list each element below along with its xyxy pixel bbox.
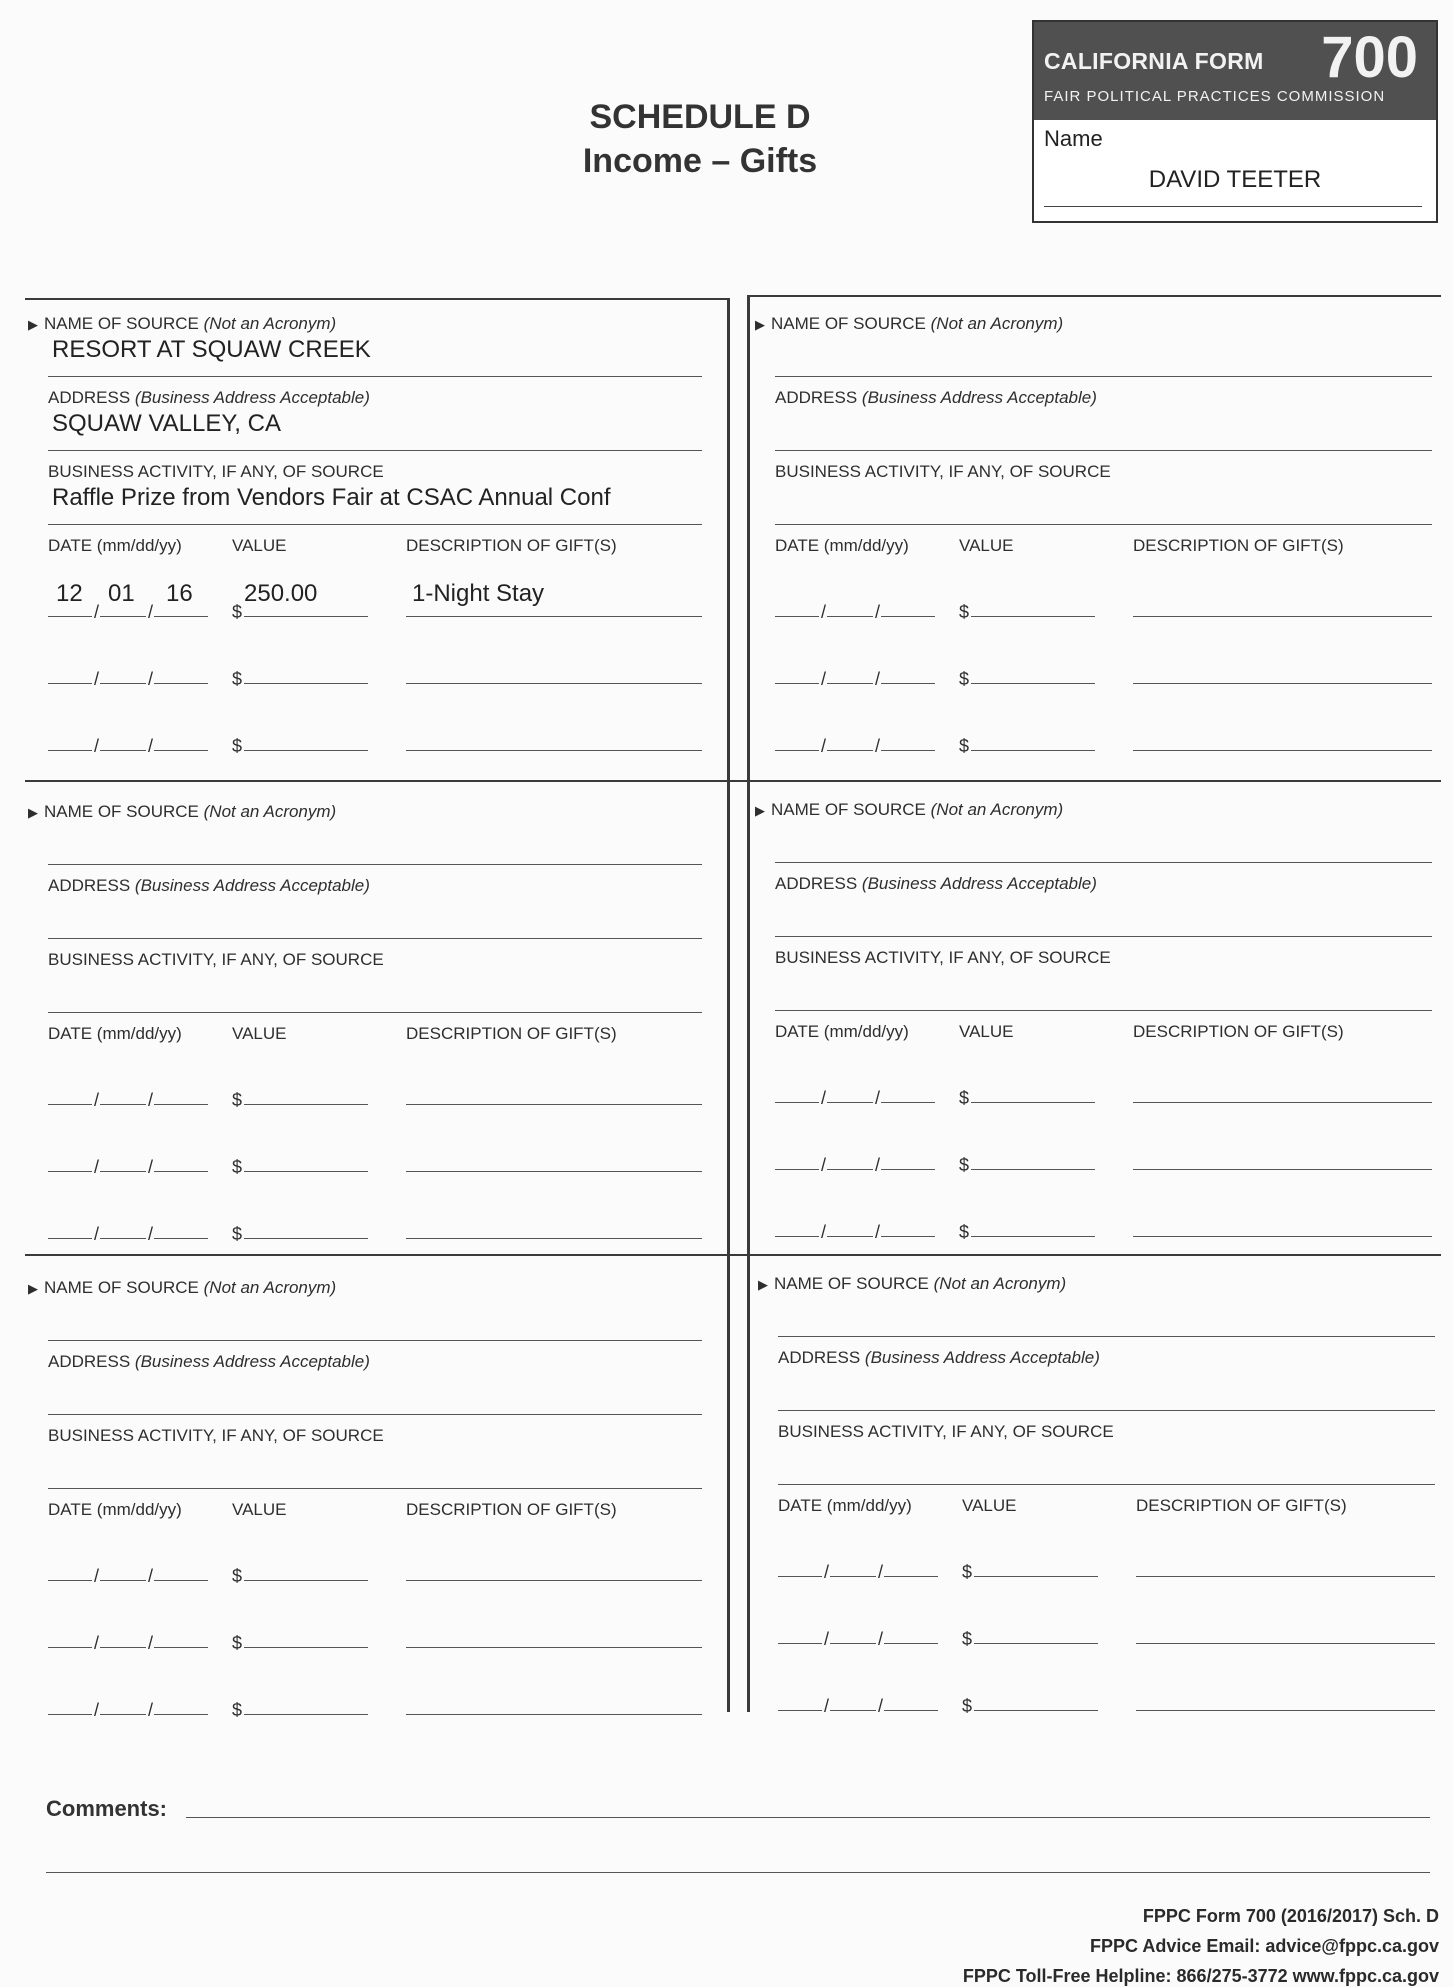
block3-source-line[interactable] bbox=[48, 864, 702, 865]
block2-gift-row-1-description-line[interactable] bbox=[1133, 616, 1432, 617]
block6-gift-row-3-day-line[interactable] bbox=[830, 1710, 876, 1711]
block2-gift-row-3-month-line[interactable] bbox=[775, 750, 819, 751]
block4-gift-row-2-slash-2: / bbox=[875, 1155, 881, 1175]
block1-activity-label bbox=[48, 462, 384, 482]
block2-source-label-text: NAME OF SOURCE bbox=[771, 314, 926, 333]
block6-gift-row-2-slash-2: / bbox=[878, 1629, 884, 1649]
block4-gift-row-3-year-line[interactable] bbox=[881, 1236, 935, 1237]
block4-gift-row-1-year-line[interactable] bbox=[881, 1102, 935, 1103]
block2-value-header: VALUE bbox=[959, 536, 1014, 555]
block6-source-line[interactable] bbox=[778, 1336, 1435, 1337]
form-header bbox=[1034, 22, 1436, 120]
grid-top-line-right bbox=[748, 295, 1441, 297]
block6-gift-row-3-year-line[interactable] bbox=[884, 1710, 938, 1711]
block4-gift-row-3-description-line[interactable] bbox=[1133, 1236, 1432, 1237]
block3-activity-label bbox=[48, 950, 384, 970]
block4-value-header: VALUE bbox=[959, 1022, 1014, 1041]
block3-source-label-text: NAME OF SOURCE bbox=[44, 802, 199, 821]
block4-gift-row-3-slash-1: / bbox=[821, 1222, 827, 1242]
block5-gift-row-2-year-line[interactable] bbox=[154, 1647, 208, 1648]
block3-gift-row-3-slash-2: / bbox=[148, 1224, 154, 1244]
entry-arrow-icon: ▶ bbox=[28, 1281, 38, 1296]
block2-gift-row-3-day-line[interactable] bbox=[827, 750, 873, 751]
block2-source-label bbox=[755, 314, 1063, 334]
block1-address-label-note: (Business Address Acceptable) bbox=[134, 388, 370, 407]
block2-gift-row-2-day-line[interactable] bbox=[827, 683, 873, 684]
block4-activity-label-text: BUSINESS ACTIVITY, IF ANY, OF SOURCE bbox=[775, 948, 1111, 967]
block4-gift-row-2-day-line[interactable] bbox=[827, 1169, 873, 1170]
grid-top-line-left bbox=[25, 298, 730, 300]
block3-gift-row-2-dollar-sign: $ bbox=[232, 1157, 243, 1177]
block5-gift-row-3-year-line[interactable] bbox=[154, 1714, 208, 1715]
block4-source-line[interactable] bbox=[775, 862, 1432, 863]
block6-activity-label bbox=[778, 1422, 1114, 1442]
block4-source-label bbox=[755, 800, 1063, 820]
block5-gift-row-3-slash-1: / bbox=[94, 1700, 100, 1720]
entry-arrow-icon: ▶ bbox=[28, 317, 38, 332]
block6-gift-row-1-slash-1: / bbox=[824, 1562, 830, 1582]
block3-activity-label-text: BUSINESS ACTIVITY, IF ANY, OF SOURCE bbox=[48, 950, 384, 969]
block3-gift-row-3-slash-1: / bbox=[94, 1224, 100, 1244]
filer-name-label: Name bbox=[1044, 126, 1103, 151]
block6-activity-line[interactable] bbox=[778, 1484, 1435, 1485]
block3-address-label bbox=[48, 876, 370, 896]
footer-advice-email: FPPC Advice Email: advice@fppc.ca.gov bbox=[1090, 1936, 1439, 1956]
block6-date-header: DATE (mm/dd/yy) bbox=[778, 1496, 912, 1515]
block3-gift-row-1-description-line[interactable] bbox=[406, 1104, 702, 1105]
block6-source-label bbox=[758, 1274, 1066, 1294]
block2-gift-row-3-value-line[interactable] bbox=[971, 750, 1095, 751]
block3-address-line[interactable] bbox=[48, 938, 702, 939]
block1-source-label-text: NAME OF SOURCE bbox=[44, 314, 199, 333]
block1-gift-row-2-slash-1: / bbox=[94, 669, 100, 689]
block1-gift-row-3-slash-1: / bbox=[94, 736, 100, 756]
schedule-subheading: Income – Gifts bbox=[582, 142, 818, 180]
block4-gift-row-3-dollar-sign: $ bbox=[959, 1222, 970, 1242]
block1-gift-row-2-dollar-sign: $ bbox=[232, 669, 243, 689]
block5-activity-label-text: BUSINESS ACTIVITY, IF ANY, OF SOURCE bbox=[48, 1426, 384, 1445]
grid-center-line-b bbox=[747, 295, 750, 1712]
block3-gift-row-2-year-line[interactable] bbox=[154, 1171, 208, 1172]
block1-gift-row-1-slash-1: / bbox=[94, 602, 100, 622]
block1-gift-row-3-dollar-sign: $ bbox=[232, 736, 243, 756]
block1-gift-row-1-dollar-sign: $ bbox=[232, 602, 243, 622]
block3-gift-row-1-value-line[interactable] bbox=[244, 1104, 368, 1105]
block2-source-label-note: (Not an Acronym) bbox=[930, 314, 1064, 333]
block3-address-label-note: (Business Address Acceptable) bbox=[134, 876, 370, 895]
block5-gift-row-1-day-line[interactable] bbox=[100, 1580, 146, 1581]
block1-date-header: DATE (mm/dd/yy) bbox=[48, 536, 182, 555]
block3-gift-row-1-month-line[interactable] bbox=[48, 1104, 92, 1105]
block4-gift-row-2-month-line[interactable] bbox=[775, 1169, 819, 1170]
block1-gift-row-1-day-value[interactable]: 01 bbox=[108, 580, 135, 607]
block1-gift-row-1-description-value[interactable]: 1-Night Stay bbox=[412, 580, 545, 607]
block2-gift-row-3-description-line[interactable] bbox=[1133, 750, 1432, 751]
block6-gift-row-2-day-line[interactable] bbox=[830, 1643, 876, 1644]
block1-gift-row-1-slash-2: / bbox=[148, 602, 154, 622]
entry-arrow-icon: ▶ bbox=[755, 317, 765, 332]
entry-arrow-icon: ▶ bbox=[755, 803, 765, 818]
block1-address-value[interactable]: SQUAW VALLEY, CA bbox=[52, 410, 281, 437]
commission-name: FAIR POLITICAL PRACTICES COMMISSION bbox=[1044, 88, 1386, 105]
block5-gift-row-1-month-line[interactable] bbox=[48, 1580, 92, 1581]
block5-gift-row-2-slash-2: / bbox=[148, 1633, 154, 1653]
footer-helpline: FPPC Toll-Free Helpline: 866/275-3772 www.fppc.ca.gov bbox=[962, 1966, 1439, 1986]
block4-activity-line[interactable] bbox=[775, 1010, 1432, 1011]
block2-description-header: DESCRIPTION OF GIFT(S) bbox=[1133, 536, 1344, 555]
block6-activity-label-text: BUSINESS ACTIVITY, IF ANY, OF SOURCE bbox=[778, 1422, 1114, 1441]
block2-gift-row-1-value-line[interactable] bbox=[971, 616, 1095, 617]
block2-activity-label-text: BUSINESS ACTIVITY, IF ANY, OF SOURCE bbox=[775, 462, 1111, 481]
block6-gift-row-3-slash-2: / bbox=[878, 1696, 884, 1716]
block6-gift-row-2-description-line[interactable] bbox=[1136, 1643, 1435, 1644]
block5-gift-row-3-dollar-sign: $ bbox=[232, 1700, 243, 1720]
block1-gift-row-1-year-line[interactable] bbox=[154, 616, 208, 617]
block5-activity-label bbox=[48, 1426, 384, 1446]
block6-gift-row-2-slash-1: / bbox=[824, 1629, 830, 1649]
block4-gift-row-2-value-line[interactable] bbox=[971, 1169, 1095, 1170]
block5-gift-row-2-description-line[interactable] bbox=[406, 1647, 702, 1648]
block3-gift-row-2-value-line[interactable] bbox=[244, 1171, 368, 1172]
block1-gift-row-2-day-line[interactable] bbox=[100, 683, 146, 684]
block1-gift-row-3-day-line[interactable] bbox=[100, 750, 146, 751]
block1-gift-row-2-description-line[interactable] bbox=[406, 683, 702, 684]
block6-gift-row-1-slash-2: / bbox=[878, 1562, 884, 1582]
block3-gift-row-2-slash-2: / bbox=[148, 1157, 154, 1177]
block4-address-label bbox=[775, 874, 1097, 894]
block2-address-line[interactable] bbox=[775, 450, 1432, 451]
block4-address-label-text: ADDRESS bbox=[775, 874, 858, 893]
block6-address-label-note: (Business Address Acceptable) bbox=[864, 1348, 1100, 1367]
block5-gift-row-2-month-line[interactable] bbox=[48, 1647, 92, 1648]
block1-activity-label-text: BUSINESS ACTIVITY, IF ANY, OF SOURCE bbox=[48, 462, 384, 481]
block2-gift-row-1-slash-2: / bbox=[875, 602, 881, 622]
block5-source-label-note: (Not an Acronym) bbox=[203, 1278, 337, 1297]
block2-gift-row-2-description-line[interactable] bbox=[1133, 683, 1432, 684]
block5-gift-row-1-slash-2: / bbox=[148, 1566, 154, 1586]
block4-gift-row-1-dollar-sign: $ bbox=[959, 1088, 970, 1108]
block4-description-header: DESCRIPTION OF GIFT(S) bbox=[1133, 1022, 1344, 1041]
block5-gift-row-1-description-line[interactable] bbox=[406, 1580, 702, 1581]
form-header-label: CALIFORNIA FORM bbox=[1044, 48, 1264, 74]
block1-source-line[interactable] bbox=[48, 376, 702, 377]
grid-row-divider-2 bbox=[25, 1254, 1441, 1256]
block4-gift-row-1-month-line[interactable] bbox=[775, 1102, 819, 1103]
block1-activity-line[interactable] bbox=[48, 524, 702, 525]
grid-row-divider-1 bbox=[25, 780, 1441, 782]
block1-gift-row-1-year-value[interactable]: 16 bbox=[166, 580, 193, 607]
block5-gift-row-2-slash-1: / bbox=[94, 1633, 100, 1653]
block6-gift-row-2-month-line[interactable] bbox=[778, 1643, 822, 1644]
block6-description-header: DESCRIPTION OF GIFT(S) bbox=[1136, 1496, 1347, 1515]
block3-value-header: VALUE bbox=[232, 1024, 287, 1043]
block6-gift-row-3-description-line[interactable] bbox=[1136, 1710, 1435, 1711]
block4-gift-row-1-day-line[interactable] bbox=[827, 1102, 873, 1103]
block3-description-header: DESCRIPTION OF GIFT(S) bbox=[406, 1024, 617, 1043]
block4-date-header: DATE (mm/dd/yy) bbox=[775, 1022, 909, 1041]
block5-gift-row-3-slash-2: / bbox=[148, 1700, 154, 1720]
block6-gift-row-1-value-line[interactable] bbox=[974, 1576, 1098, 1577]
block4-address-label-note: (Business Address Acceptable) bbox=[861, 874, 1097, 893]
block1-address-line[interactable] bbox=[48, 450, 702, 451]
block2-gift-row-2-slash-2: / bbox=[875, 669, 881, 689]
block5-value-header: VALUE bbox=[232, 1500, 287, 1519]
block1-gift-row-1-value-line[interactable] bbox=[244, 616, 368, 617]
block3-address-label-text: ADDRESS bbox=[48, 876, 131, 895]
block6-gift-row-3-value-line[interactable] bbox=[974, 1710, 1098, 1711]
block6-gift-row-1-description-line[interactable] bbox=[1136, 1576, 1435, 1577]
block5-activity-line[interactable] bbox=[48, 1488, 702, 1489]
block5-date-header: DATE (mm/dd/yy) bbox=[48, 1500, 182, 1519]
block4-gift-row-3-slash-2: / bbox=[875, 1222, 881, 1242]
block6-gift-row-3-month-line[interactable] bbox=[778, 1710, 822, 1711]
block1-value-header: VALUE bbox=[232, 536, 287, 555]
block4-gift-row-2-year-line[interactable] bbox=[881, 1169, 935, 1170]
block1-gift-row-1-description-line[interactable] bbox=[406, 616, 702, 617]
block4-gift-row-2-description-line[interactable] bbox=[1133, 1169, 1432, 1170]
block6-value-header: VALUE bbox=[962, 1496, 1017, 1515]
block5-gift-row-3-day-line[interactable] bbox=[100, 1714, 146, 1715]
block3-gift-row-3-dollar-sign: $ bbox=[232, 1224, 243, 1244]
block3-gift-row-1-dollar-sign: $ bbox=[232, 1090, 243, 1110]
block1-gift-row-2-slash-2: / bbox=[148, 669, 154, 689]
block5-gift-row-1-dollar-sign: $ bbox=[232, 1566, 243, 1586]
block5-address-label-text: ADDRESS bbox=[48, 1352, 131, 1371]
block2-gift-row-3-dollar-sign: $ bbox=[959, 736, 970, 756]
block1-gift-row-1-value-amount[interactable]: 250.00 bbox=[244, 580, 318, 607]
block2-gift-row-3-slash-1: / bbox=[821, 736, 827, 756]
block4-gift-row-3-month-line[interactable] bbox=[775, 1236, 819, 1237]
block5-gift-row-3-month-line[interactable] bbox=[48, 1714, 92, 1715]
block5-gift-row-1-slash-1: / bbox=[94, 1566, 100, 1586]
block2-gift-row-2-dollar-sign: $ bbox=[959, 669, 970, 689]
block6-source-label-note: (Not an Acronym) bbox=[933, 1274, 1067, 1293]
block5-gift-row-1-year-line[interactable] bbox=[154, 1580, 208, 1581]
block4-activity-label bbox=[775, 948, 1111, 968]
block6-gift-row-2-dollar-sign: $ bbox=[962, 1629, 973, 1649]
block3-date-header: DATE (mm/dd/yy) bbox=[48, 1024, 182, 1043]
block1-gift-row-3-value-line[interactable] bbox=[244, 750, 368, 751]
block3-gift-row-2-day-line[interactable] bbox=[100, 1171, 146, 1172]
block3-gift-row-1-year-line[interactable] bbox=[154, 1104, 208, 1105]
block4-gift-row-2-slash-1: / bbox=[821, 1155, 827, 1175]
block2-activity-line[interactable] bbox=[775, 524, 1432, 525]
block3-source-label bbox=[28, 802, 336, 822]
filer-name-field[interactable]: DAVID TEETER bbox=[1148, 166, 1322, 193]
block2-gift-row-2-slash-1: / bbox=[821, 669, 827, 689]
block1-gift-row-3-description-line[interactable] bbox=[406, 750, 702, 751]
block1-gift-row-1-month-value[interactable]: 12 bbox=[56, 580, 83, 607]
block6-gift-row-2-year-line[interactable] bbox=[884, 1643, 938, 1644]
block2-gift-row-3-slash-2: / bbox=[875, 736, 881, 756]
block3-gift-row-3-day-line[interactable] bbox=[100, 1238, 146, 1239]
block1-source-label-note: (Not an Acronym) bbox=[203, 314, 337, 333]
block6-gift-row-1-year-line[interactable] bbox=[884, 1576, 938, 1577]
block3-gift-row-2-slash-1: / bbox=[94, 1157, 100, 1177]
form-number: 700 bbox=[1321, 25, 1418, 90]
block2-address-label bbox=[775, 388, 1097, 408]
block1-gift-row-2-value-line[interactable] bbox=[244, 683, 368, 684]
block6-address-line[interactable] bbox=[778, 1410, 1435, 1411]
block2-gift-row-3-year-line[interactable] bbox=[881, 750, 935, 751]
block2-date-header: DATE (mm/dd/yy) bbox=[775, 536, 909, 555]
block1-description-header: DESCRIPTION OF GIFT(S) bbox=[406, 536, 617, 555]
schedule-title bbox=[520, 95, 880, 183]
comments-label: Comments: bbox=[46, 1796, 168, 1821]
block1-gift-row-3-month-line[interactable] bbox=[48, 750, 92, 751]
block6-gift-row-1-dollar-sign: $ bbox=[962, 1562, 973, 1582]
schedule-heading: SCHEDULE D bbox=[589, 98, 811, 136]
block3-gift-row-2-description-line[interactable] bbox=[406, 1171, 702, 1172]
block1-gift-row-2-year-line[interactable] bbox=[154, 683, 208, 684]
block5-gift-row-3-value-line[interactable] bbox=[244, 1714, 368, 1715]
block2-gift-row-1-day-line[interactable] bbox=[827, 616, 873, 617]
block5-gift-row-1-value-line[interactable] bbox=[244, 1580, 368, 1581]
block2-gift-row-2-value-line[interactable] bbox=[971, 683, 1095, 684]
block1-source-value[interactable]: RESORT AT SQUAW CREEK bbox=[52, 336, 371, 363]
block3-activity-line[interactable] bbox=[48, 1012, 702, 1013]
block2-source-line[interactable] bbox=[775, 376, 1432, 377]
block2-gift-row-2-month-line[interactable] bbox=[775, 683, 819, 684]
block6-gift-row-3-dollar-sign: $ bbox=[962, 1696, 973, 1716]
block2-gift-row-1-slash-1: / bbox=[821, 602, 827, 622]
block1-gift-row-2-month-line[interactable] bbox=[48, 683, 92, 684]
block3-gift-row-3-value-line[interactable] bbox=[244, 1238, 368, 1239]
block2-activity-label bbox=[775, 462, 1111, 482]
block4-gift-row-1-slash-2: / bbox=[875, 1088, 881, 1108]
block6-gift-row-1-month-line[interactable] bbox=[778, 1576, 822, 1577]
block3-gift-row-1-day-line[interactable] bbox=[100, 1104, 146, 1105]
block1-source-label bbox=[28, 314, 336, 334]
block1-gift-row-1-month-line[interactable] bbox=[48, 616, 92, 617]
block5-address-label-note: (Business Address Acceptable) bbox=[134, 1352, 370, 1371]
block6-gift-row-3-slash-1: / bbox=[824, 1696, 830, 1716]
block4-gift-row-1-value-line[interactable] bbox=[971, 1102, 1095, 1103]
block2-gift-row-1-month-line[interactable] bbox=[775, 616, 819, 617]
block3-gift-row-1-slash-2: / bbox=[148, 1090, 154, 1110]
block4-source-label-note: (Not an Acronym) bbox=[930, 800, 1064, 819]
block4-source-label-text: NAME OF SOURCE bbox=[771, 800, 926, 819]
block1-address-label bbox=[48, 388, 370, 408]
block5-gift-row-2-value-line[interactable] bbox=[244, 1647, 368, 1648]
entry-arrow-icon: ▶ bbox=[758, 1277, 768, 1292]
block2-address-label-text: ADDRESS bbox=[775, 388, 858, 407]
block5-source-label-text: NAME OF SOURCE bbox=[44, 1278, 199, 1297]
block2-gift-row-1-year-line[interactable] bbox=[881, 616, 935, 617]
block4-gift-row-1-description-line[interactable] bbox=[1133, 1102, 1432, 1103]
block4-gift-row-1-slash-1: / bbox=[821, 1088, 827, 1108]
block2-address-label-note: (Business Address Acceptable) bbox=[861, 388, 1097, 407]
block5-gift-row-3-description-line[interactable] bbox=[406, 1714, 702, 1715]
name-underline bbox=[1044, 206, 1422, 207]
block3-source-label-note: (Not an Acronym) bbox=[203, 802, 337, 821]
comments-line-1[interactable] bbox=[186, 1817, 1430, 1818]
block4-gift-row-3-day-line[interactable] bbox=[827, 1236, 873, 1237]
block5-source-line[interactable] bbox=[48, 1340, 702, 1341]
block5-address-line[interactable] bbox=[48, 1414, 702, 1415]
block5-description-header: DESCRIPTION OF GIFT(S) bbox=[406, 1500, 617, 1519]
block6-gift-row-1-day-line[interactable] bbox=[830, 1576, 876, 1577]
block3-gift-row-3-description-line[interactable] bbox=[406, 1238, 702, 1239]
block3-gift-row-3-month-line[interactable] bbox=[48, 1238, 92, 1239]
block1-gift-row-3-year-line[interactable] bbox=[154, 750, 208, 751]
block5-address-label bbox=[48, 1352, 370, 1372]
form-700-box bbox=[1032, 20, 1438, 223]
block6-address-label-text: ADDRESS bbox=[778, 1348, 861, 1367]
block1-gift-row-1-day-line[interactable] bbox=[100, 616, 146, 617]
block4-gift-row-2-dollar-sign: $ bbox=[959, 1155, 970, 1175]
block4-gift-row-3-value-line[interactable] bbox=[971, 1236, 1095, 1237]
block1-address-label-text: ADDRESS bbox=[48, 388, 131, 407]
block2-gift-row-2-year-line[interactable] bbox=[881, 683, 935, 684]
block5-gift-row-2-day-line[interactable] bbox=[100, 1647, 146, 1648]
block3-gift-row-1-slash-1: / bbox=[94, 1090, 100, 1110]
block6-source-label-text: NAME OF SOURCE bbox=[774, 1274, 929, 1293]
footer-form-id: FPPC Form 700 (2016/2017) Sch. D bbox=[1142, 1906, 1439, 1926]
comments-line-2[interactable] bbox=[46, 1872, 1430, 1873]
block3-gift-row-2-month-line[interactable] bbox=[48, 1171, 92, 1172]
block3-gift-row-3-year-line[interactable] bbox=[154, 1238, 208, 1239]
grid-center-line-a bbox=[727, 298, 730, 1712]
block5-source-label bbox=[28, 1278, 336, 1298]
block6-address-label bbox=[778, 1348, 1100, 1368]
block1-activity-value[interactable]: Raffle Prize from Vendors Fair at CSAC Annual Conf bbox=[52, 484, 611, 511]
block1-gift-row-3-slash-2: / bbox=[148, 736, 154, 756]
block2-gift-row-1-dollar-sign: $ bbox=[959, 602, 970, 622]
block5-gift-row-2-dollar-sign: $ bbox=[232, 1633, 243, 1653]
block6-gift-row-2-value-line[interactable] bbox=[974, 1643, 1098, 1644]
entry-arrow-icon: ▶ bbox=[28, 805, 38, 820]
block4-address-line[interactable] bbox=[775, 936, 1432, 937]
